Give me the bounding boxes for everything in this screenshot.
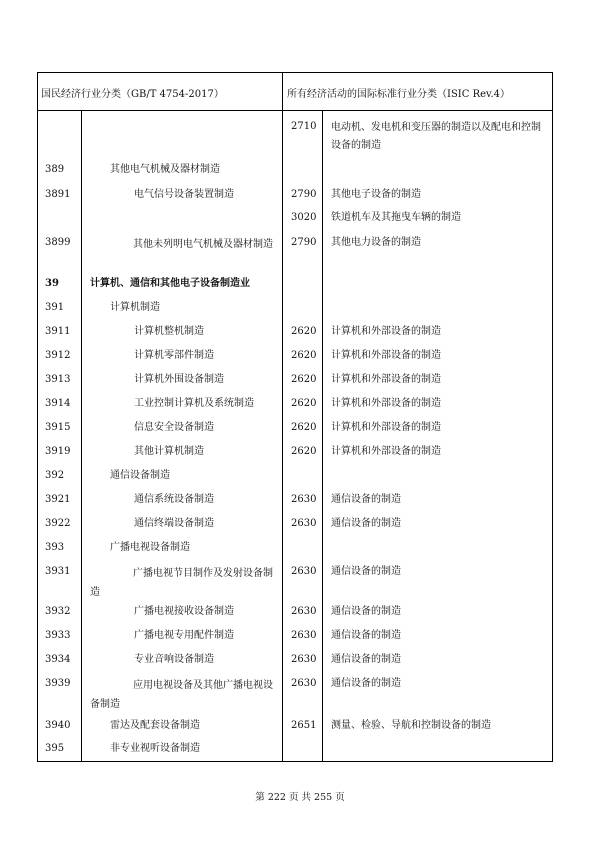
current-page-number: 222 xyxy=(267,792,286,803)
isic-name: 铁道机车及其拖曳车辆的制造 xyxy=(331,212,461,223)
isic-name: 计算机和外部设备的制造 xyxy=(331,374,441,385)
gb-code: 3922 xyxy=(45,518,71,529)
isic-code: 2630 xyxy=(291,566,317,577)
gb-name: 非专业视听设备制造 xyxy=(110,743,200,754)
gb-name: 广播电视接收设备制造 xyxy=(134,606,234,617)
isic-name: 计算机和外部设备的制造 xyxy=(331,350,441,361)
isic-name: 通信设备的制造 xyxy=(331,494,401,505)
isic-name: 其他电力设备的制造 xyxy=(331,237,421,248)
gb-name: 其他计算机制造 xyxy=(134,446,204,457)
footer-suffix: 页 xyxy=(335,792,345,803)
gb-code: 3914 xyxy=(45,398,71,409)
isic-code: 2620 xyxy=(291,398,317,409)
isic-code: 2630 xyxy=(291,606,317,617)
gb-name: 通信系统设备制造 xyxy=(134,494,214,505)
gb-name: 电气信号设备装置制造 xyxy=(134,189,234,200)
gb-code: 3931 xyxy=(45,566,71,577)
isic-code: 2630 xyxy=(291,678,317,689)
gb-code: 3933 xyxy=(45,630,71,641)
gb-name: 计算机外围设备制造 xyxy=(134,374,224,385)
header-right-title: 所有经济活动的国际标准行业分类（ISIC Rev.4） xyxy=(287,89,511,100)
table-left-border xyxy=(37,72,38,762)
gb-name: 应用电视设备及其他广播电视设备制造 xyxy=(90,680,273,710)
gb-code: 3939 xyxy=(45,678,71,689)
isic-name: 通信设备的制造 xyxy=(331,606,401,617)
isic-name: 计算机和外部设备的制造 xyxy=(331,446,441,457)
gb-name: 工业控制计算机及系统制造 xyxy=(134,398,254,409)
gb-code: 3919 xyxy=(45,446,71,457)
gb-code: 389 xyxy=(45,164,65,175)
gb-code: 3899 xyxy=(45,237,71,248)
gb-name: 其他电气机械及器材制造 xyxy=(110,164,220,175)
middle-column-divider xyxy=(282,72,283,762)
gb-name: 广播电视设备制造 xyxy=(110,542,190,553)
isic-code: 2620 xyxy=(291,350,317,361)
table-top-border xyxy=(37,72,553,73)
gb-name: 计算机、通信和其他电子设备制造业 xyxy=(90,278,250,289)
footer-middle: 页 共 xyxy=(288,792,312,803)
gb-name: 计算机整机制造 xyxy=(134,326,204,337)
isic-name: 通信设备的制造 xyxy=(331,566,401,577)
table-right-border xyxy=(552,72,553,762)
gb-name: 通信终端设备制造 xyxy=(134,518,214,529)
gb-code: 3913 xyxy=(45,374,71,385)
gb-code: 391 xyxy=(45,302,65,313)
isic-name: 电动机、发电机和变压器的制造以及配电和控制设备的制造 xyxy=(331,122,541,151)
header-bottom-border xyxy=(37,110,553,111)
gb-code: 3934 xyxy=(45,654,71,665)
gb-name: 广播电视专用配件制造 xyxy=(134,630,234,641)
gb-code: 395 xyxy=(45,743,65,754)
isic-code: 2651 xyxy=(291,720,317,731)
gb-name: 计算机零部件制造 xyxy=(134,350,214,361)
gb-name: 计算机制造 xyxy=(110,302,160,313)
isic-name: 测量、检验、导航和控制设备的制造 xyxy=(331,720,491,731)
gb-code: 3921 xyxy=(45,494,71,505)
table-bottom-border xyxy=(37,761,553,762)
page-footer xyxy=(0,789,600,803)
isic-name: 通信设备的制造 xyxy=(331,630,401,641)
gb-name: 其他未列明电气机械及器材制造 xyxy=(133,239,273,250)
isic-code-column-divider xyxy=(322,110,323,762)
gb-code: 3932 xyxy=(45,606,71,617)
isic-name: 通信设备的制造 xyxy=(331,518,401,529)
gb-code: 392 xyxy=(45,470,65,481)
code-column-divider xyxy=(81,110,82,762)
gb-name: 信息安全设备制造 xyxy=(134,422,214,433)
gb-code: 3912 xyxy=(45,350,71,361)
isic-name: 计算机和外部设备的制造 xyxy=(331,422,441,433)
isic-code: 2630 xyxy=(291,654,317,665)
isic-code: 2630 xyxy=(291,630,317,641)
gb-name: 专业音响设备制造 xyxy=(134,654,214,665)
isic-code: 3020 xyxy=(291,212,317,223)
isic-code: 2620 xyxy=(291,374,317,385)
isic-name: 通信设备的制造 xyxy=(331,678,401,689)
total-page-count: 255 xyxy=(314,792,333,803)
gb-code: 39 xyxy=(45,278,59,289)
gb-name: 通信设备制造 xyxy=(110,470,170,481)
isic-name: 计算机和外部设备的制造 xyxy=(331,398,441,409)
isic-name: 计算机和外部设备的制造 xyxy=(331,326,441,337)
footer-prefix: 第 xyxy=(255,792,265,803)
gb-code: 3940 xyxy=(45,720,71,731)
isic-code: 2620 xyxy=(291,446,317,457)
isic-code: 2790 xyxy=(291,189,317,200)
isic-code: 2620 xyxy=(291,422,317,433)
isic-code: 2630 xyxy=(291,494,317,505)
isic-code: 2790 xyxy=(291,237,317,248)
gb-name: 雷达及配套设备制造 xyxy=(110,720,200,731)
gb-name: 广播电视节目制作及发射设备制造 xyxy=(90,568,273,598)
isic-code: 2710 xyxy=(291,121,317,132)
isic-name: 其他电子设备的制造 xyxy=(331,189,421,200)
gb-code: 393 xyxy=(45,542,65,553)
isic-name: 通信设备的制造 xyxy=(331,654,401,665)
gb-code: 3911 xyxy=(45,326,71,337)
gb-code: 3915 xyxy=(45,422,71,433)
gb-code: 3891 xyxy=(45,189,71,200)
header-left-title: 国民经济行业分类（GB/T 4754-2017） xyxy=(41,89,224,100)
isic-code: 2620 xyxy=(291,326,317,337)
isic-code: 2630 xyxy=(291,518,317,529)
